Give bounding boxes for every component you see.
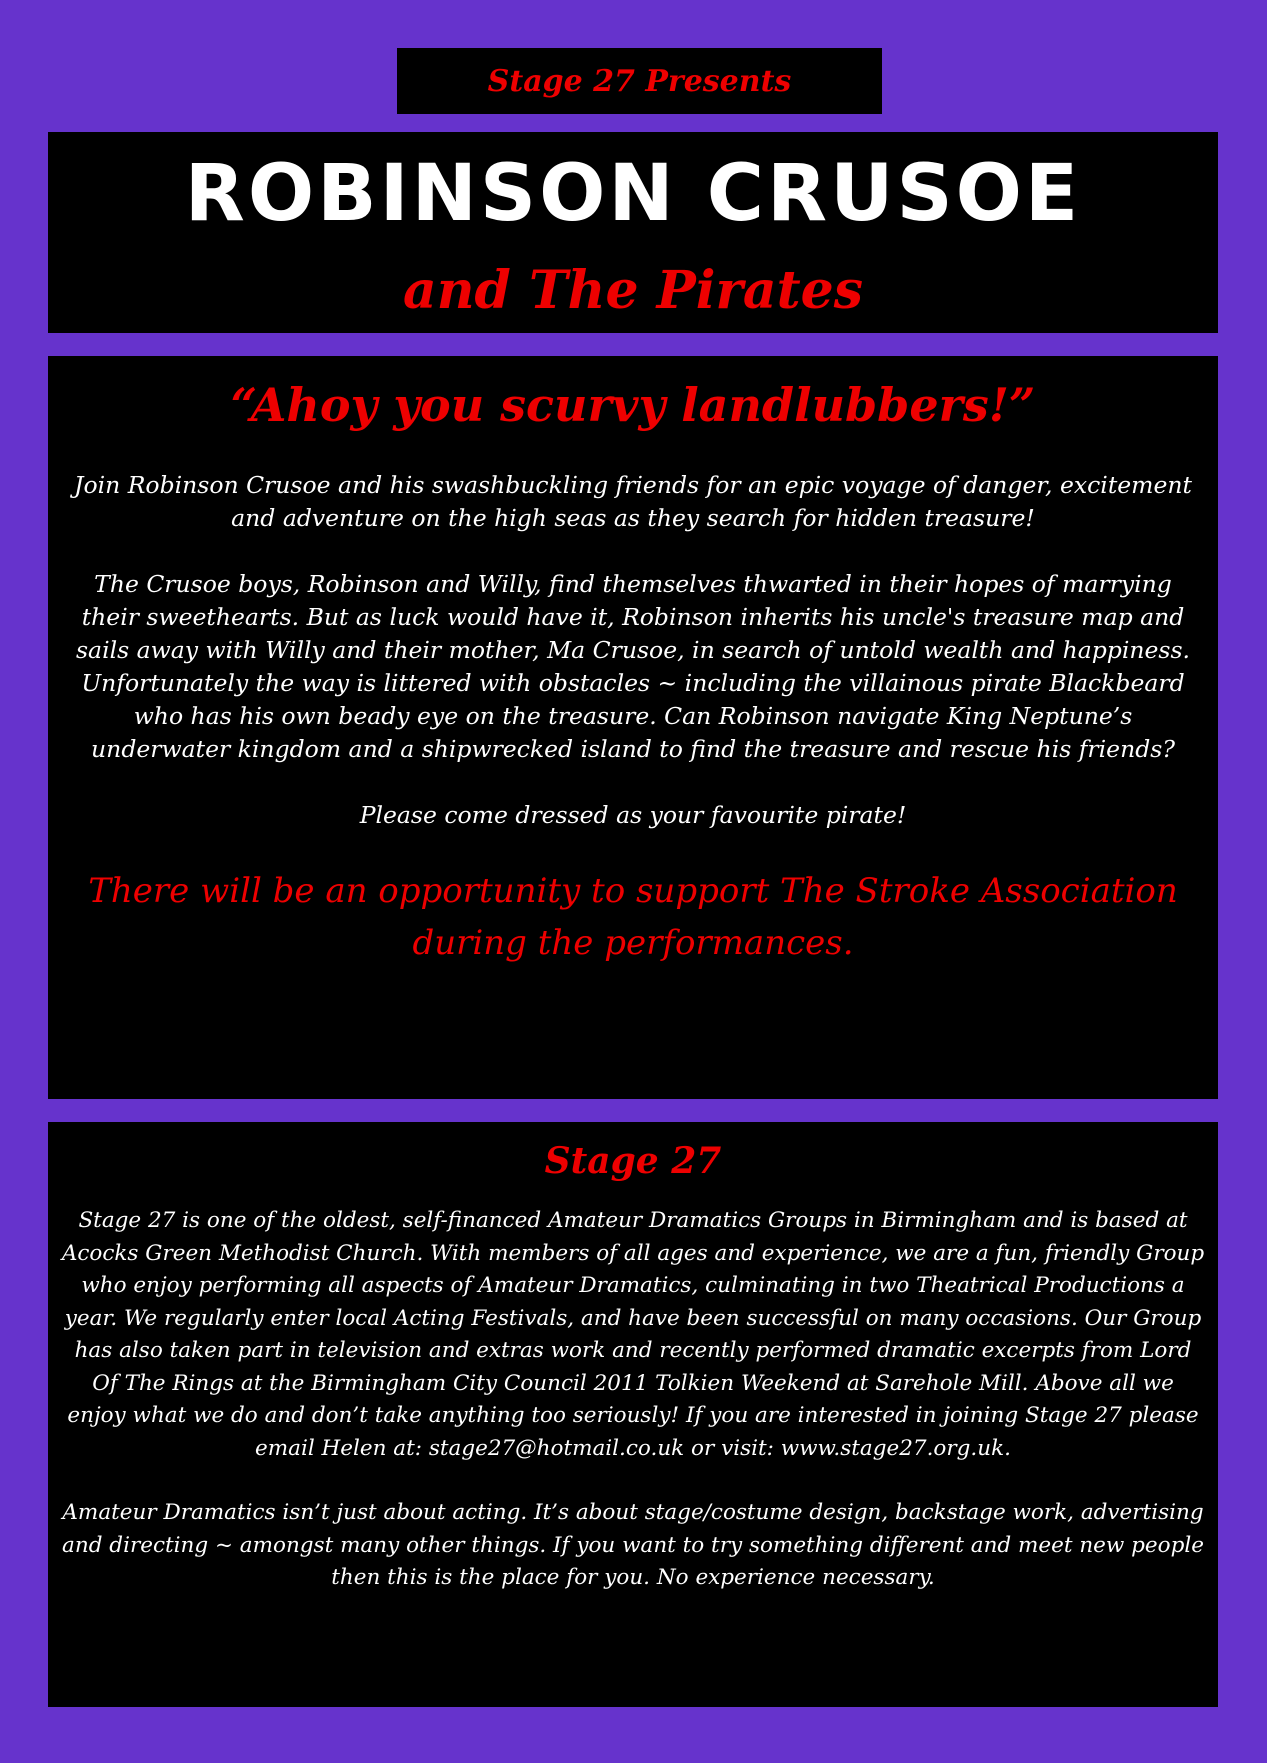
- story-paragraph-intro: Join Robinson Crusoe and his swashbuckling friends for an epic voyage of danger, excitement and adventure on the high seas as they search for hidden treasure!: [74, 471, 1192, 533]
- presents-label: Stage 27 Presents: [487, 63, 792, 99]
- story-paragraph-dress-code: Please come dressed as your favourite pirate!: [359, 801, 907, 830]
- about-panel: [48, 1122, 1218, 1707]
- presents-banner: [397, 48, 882, 114]
- show-subtitle: and The Pirates: [403, 260, 863, 321]
- about-paragraph-group: Stage 27 is one of the oldest, self-financed Amateur Dramatics Groups in Birmingham and is based at Acocks Green Methodist Church. With members of all ages and experience, we are a fun, friendly Group who enjoy performing all aspects of Amateur Dramatics, culminating in two Theatrical Productions a year. We regularly enter local Acting Festivals, and have been successful on many occasions. Our Group has also taken part in television and extras work and recently performed dramatic excerpts from Lord Of The Rings at the Birmingham City Council 2011 Tolkien Weekend at Sarehole Mill. Above all we enjoy what we do and don’t take anything too seriously! If you are interested in joining Stage 27 please email Helen at: stage27@hotmail.co.uk or visit: www.stage27.org.uk.: [61, 1208, 1205, 1461]
- title-banner: [48, 132, 1218, 333]
- charity-notice: There will be an opportunity to support The Stroke Association during the performances.: [88, 871, 1178, 964]
- show-title: ROBINSON CRUSOE: [184, 149, 1082, 239]
- tagline: “Ahoy you scurvy landlubbers!”: [230, 378, 1036, 432]
- about-heading: Stage 27: [544, 1140, 722, 1182]
- story-panel: [48, 356, 1218, 1099]
- story-paragraph-plot: The Crusoe boys, Robinson and Willy, find themselves thwarted in their hopes of marrying their sweethearts. But as luck would have it, Robinson inherits his uncle's treasure map and sails away with Willy and their mother, Ma Crusoe, in search of untold wealth and happiness. Unfortunately the way is littered with obstacles ~ including the villainous pirate Blackbeard who has his own beady eye on the treasure. Can Robinson navigate King Neptune’s underwater kingdom and a shipwrecked island to find the treasure and rescue his friends?: [76, 570, 1190, 764]
- about-paragraph-involvement: Amateur Dramatics isn’t just about acting. It’s about stage/costume design, backstage work, advertising and directing ~ amongst many other things. If you want to try something different and meet new people then this is the place for you. No experience necessary.: [62, 1500, 1204, 1591]
